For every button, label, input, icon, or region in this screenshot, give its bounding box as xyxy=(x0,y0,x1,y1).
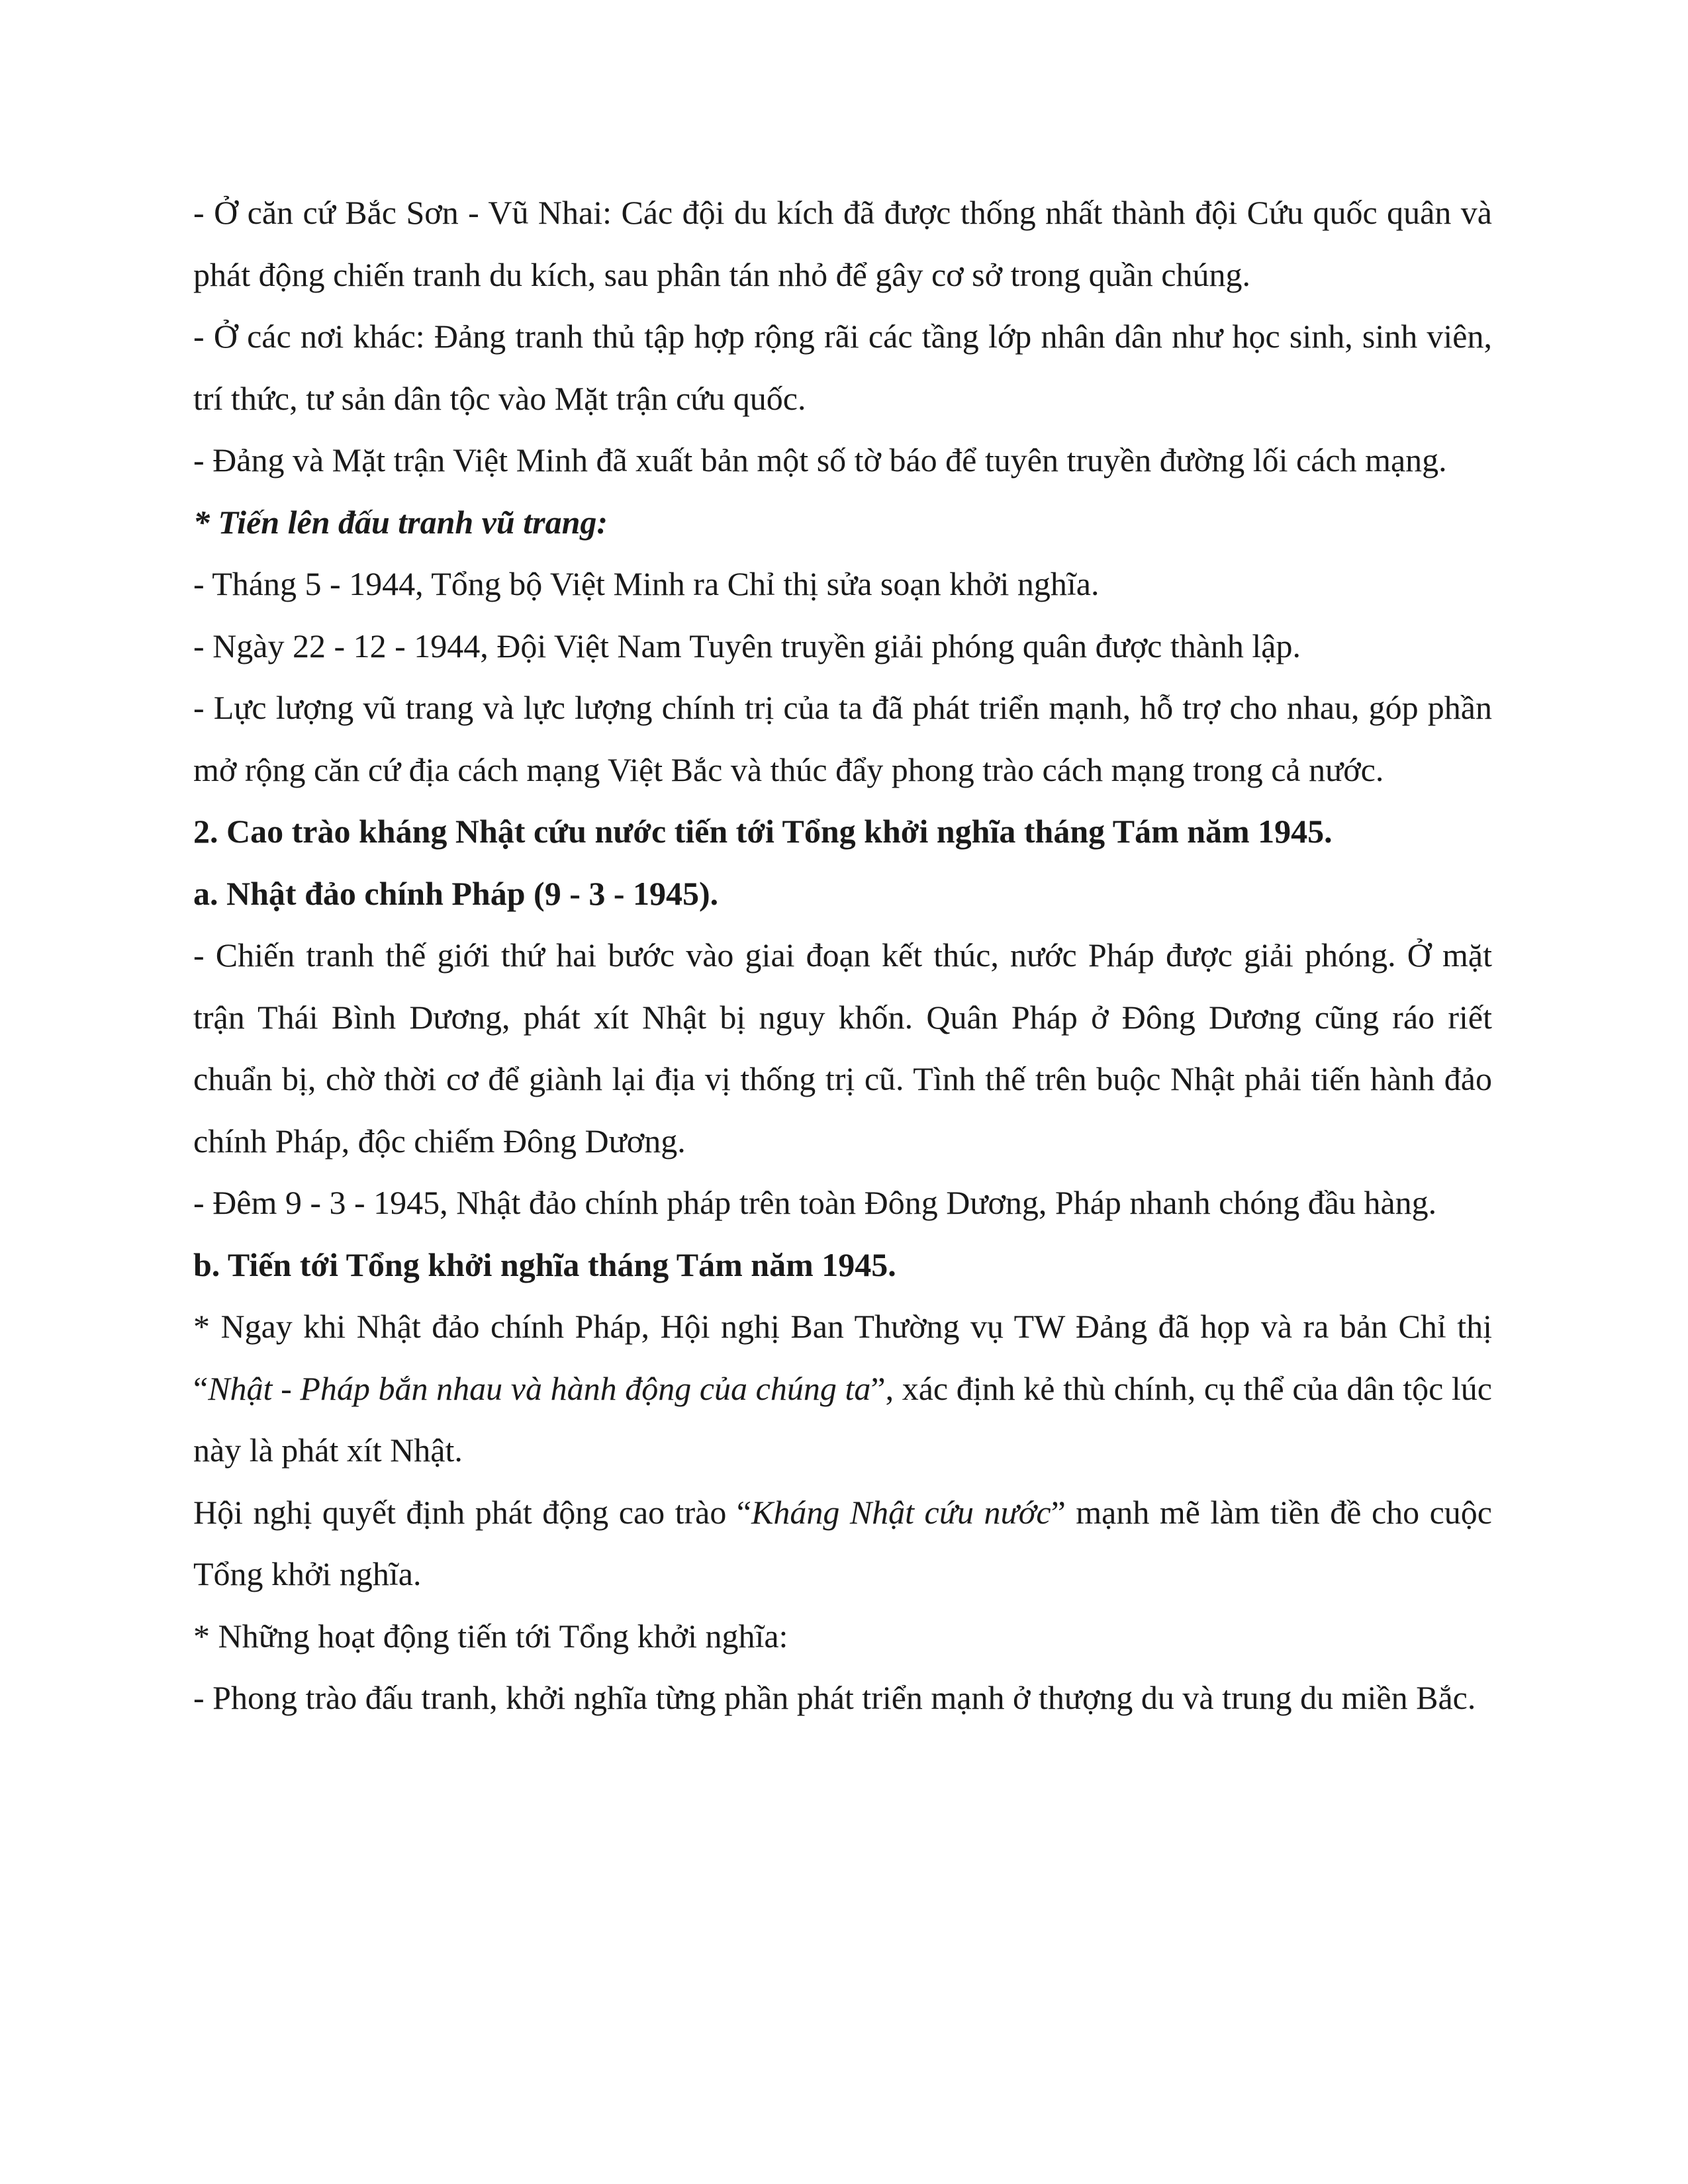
chi-thi-title: Nhật - Pháp bắn nhau và hành động của chúng ta xyxy=(208,1369,871,1407)
paragraph-hoi-nghi xyxy=(193,1482,1492,1606)
chi-thi-lead: * Ngay khi Nhật đảo chính Pháp, Hội nghị Ban Thường vụ TW Đảng đã họp và ra bản Chỉ thị “ xyxy=(193,1308,1492,1407)
paragraph-22-12-1944: - Ngày 22 - 12 - 1944, Đội Việt Nam Tuyên truyền giải phóng quân được thành lập. xyxy=(193,627,1301,664)
paragraph-chien-tranh: - Chiến tranh thế giới thứ hai bước vào giai đoạn kết thúc, nước Pháp được giải phóng. Ở mặt trận Thái Bình Dương, phát xít Nhật bị nguy khốn. Quân Pháp ở Đông Dương cũng ráo riết chuẩn bị, chờ thời cơ để giành lại địa vị thống trị cũ. Tình thế trên buộc Nhật phải tiến hành đảo chính Pháp, độc chiếm Đông Dương. xyxy=(193,936,1492,1160)
document-page xyxy=(193,182,1492,1729)
paragraph-dem-9-3: - Đêm 9 - 3 - 1945, Nhật đảo chính pháp trên toàn Đông Dương, Pháp nhanh chóng đầu hàng. xyxy=(193,1184,1437,1221)
paragraph-luc-luong: - Lực lượng vũ trang và lực lượng chính trị của ta đã phát triển mạnh, hỗ trợ cho nhau, góp phần mở rộng căn cứ địa cách mạng Việt Bắc và thúc đẩy phong trào cách mạng trong cả nước. xyxy=(193,689,1492,788)
heading-dau-tranh-vu-trang: * Tiến lên đấu tranh vũ trang: xyxy=(193,503,608,541)
hoi-nghi-tail: ” mạnh mẽ làm tiền đề cho cuộc Tổng khởi nghĩa. xyxy=(193,1493,1492,1592)
paragraph-bac-son: - Ở căn cứ Bắc Sơn - Vũ Nhai: Các đội du kích đã được thống nhất thành đội Cứu quốc quân và phát động chiến tranh du kích, sau phân tán nhỏ để gây cơ sở trong quần chúng. xyxy=(193,194,1492,293)
paragraph-noi-khac: - Ở các nơi khác: Đảng tranh thủ tập hợp rộng rãi các tầng lớp nhân dân như học sinh, sinh viên, trí thức, tư sản dân tộc vào Mặt trận cứu quốc. xyxy=(193,318,1492,417)
hoi-nghi-slogan: Kháng Nhật cứu nước xyxy=(751,1493,1051,1531)
chi-thi-tail: ”, xác định kẻ thù chính, cụ thể của dân tộc lúc này là phát xít Nhật. xyxy=(193,1369,1492,1469)
paragraph-phong-trao: - Phong trào đấu tranh, khởi nghĩa từng phần phát triển mạnh ở thượng du và trung du miền Bắc. xyxy=(193,1679,1476,1716)
paragraph-chi-thi xyxy=(193,1296,1492,1482)
paragraph-thang-5-1944: - Tháng 5 - 1944, Tổng bộ Việt Minh ra Chỉ thị sửa soạn khởi nghĩa. xyxy=(193,565,1100,602)
heading-section-a: a. Nhật đảo chính Pháp (9 - 3 - 1945). xyxy=(193,874,719,912)
hoi-nghi-lead: Hội nghị quyết định phát động cao trào “ xyxy=(193,1493,752,1531)
paragraph-hoat-dong: * Những hoạt động tiến tới Tổng khởi nghĩa: xyxy=(193,1617,788,1655)
heading-section-b: b. Tiến tới Tổng khởi nghĩa tháng Tám năm 1945. xyxy=(193,1246,896,1283)
heading-section-2: 2. Cao trào kháng Nhật cứu nước tiến tới Tổng khởi nghĩa tháng Tám năm 1945. xyxy=(193,813,1333,850)
paragraph-bao-chi: - Đảng và Mặt trận Việt Minh đã xuất bản một số tờ báo để tuyên truyền đường lối cách mạng. xyxy=(193,441,1447,478)
